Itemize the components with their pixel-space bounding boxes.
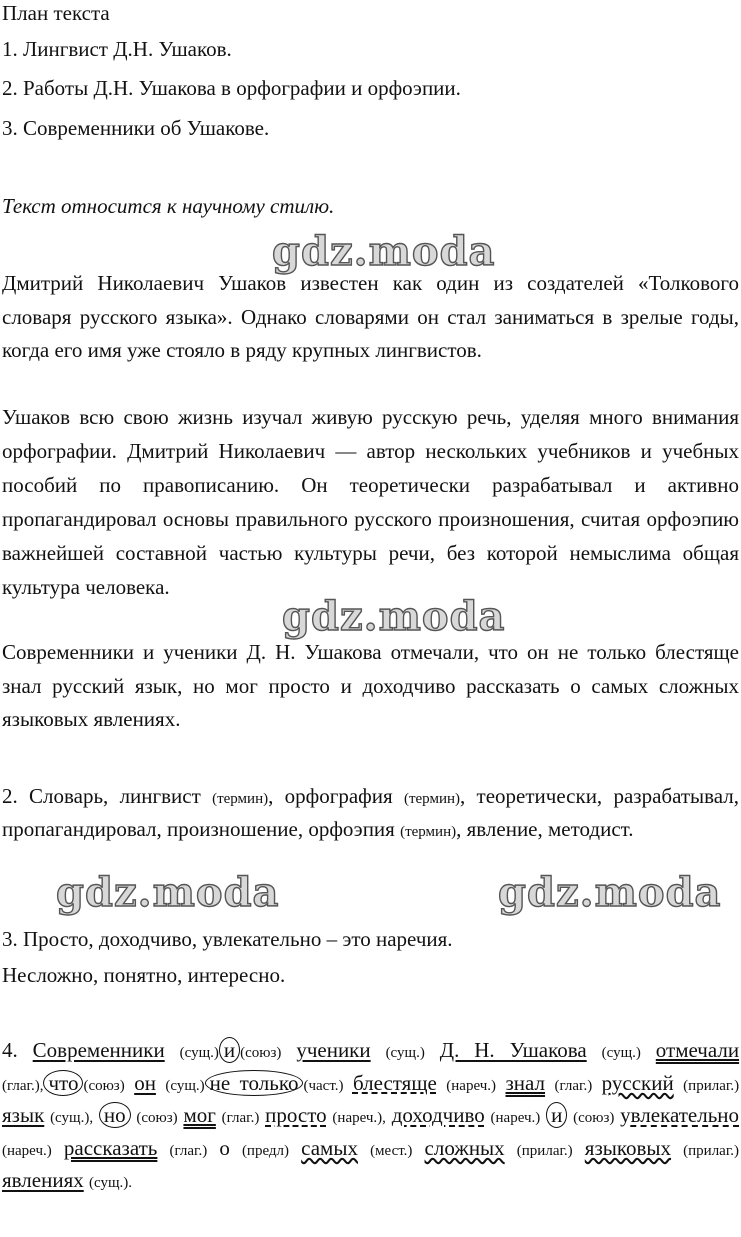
plan-item-3: 3. Современники об Ушакове. xyxy=(2,116,270,140)
plan-title: План текста xyxy=(2,1,110,25)
paragraph-3: Современники и ученики Д. Н. Ушакова отмечали, что он не только блестяще знал русский язык, но мог просто и доходчиво рассказать о самых сложных языковых явлениях. xyxy=(2,640,739,731)
watermark-1: gdz.moda xyxy=(272,228,496,275)
task-3-line-1: 3. Просто, доходчиво, увлекательно – это наречия. xyxy=(2,927,453,951)
plan-item-2: 2. Работы Д.Н. Ушакова в орфографии и орфоэпии. xyxy=(2,76,461,100)
paragraph-1: Дмитрий Николаевич Ушаков известен как один из создателей «Толкового словаря русского языка». Однако словарями он стал заниматься в зрелые годы, когда его имя уже стояло в ряду крупных лингвистов. xyxy=(2,271,739,362)
style-note: Текст относится к научному стилю. xyxy=(2,194,335,218)
task-2: 2. Словарь, лингвист (термин), орфография (термин), теоретически, разрабатывал, пропагандировал, произношение, орфоэпия (термин), явление, методист. xyxy=(2,784,740,841)
paragraph-2: Ушаков всю свою жизнь изучал живую русскую речь, уделяя много внимания орфографии. Дмитрий Николаевич — автор нескольких учебников и учебных пособий по правописанию. Он теоретически разрабатывал и активно пропагандировал основы правильного русского произношения, считая орфоэпию важнейшей составной частью культуры речи, без которой немыслима общая культура человека. xyxy=(2,405,739,599)
plan-item-1: 1. Лингвист Д.Н. Ушаков. xyxy=(2,37,232,61)
watermark-4: gdz.moda xyxy=(498,869,722,916)
watermark-2: gdz.moda xyxy=(282,593,506,640)
task-4: 4. Современники (сущ.) и (союз) ученики (сущ.) Д. Н. Ушакова (сущ.) отмечали (глаг.), что (союз) он (сущ.) не только (част.) блестяще (нареч.) знал (глаг.) русский (прилаг.) язык (сущ.), но (союз) мог (глаг.) просто (нареч.), доходчиво (нареч.) и (союз) увлекательно (нареч.) рассказать (глаг.) о (предл) самых (мест.) сложных (прилаг.) языковых (прилаг.) явлениях (сущ.). xyxy=(2,1038,740,1192)
task-3-line-2: Несложно, понятно, интересно. xyxy=(2,963,286,987)
watermark-3: gdz.moda xyxy=(56,869,280,916)
